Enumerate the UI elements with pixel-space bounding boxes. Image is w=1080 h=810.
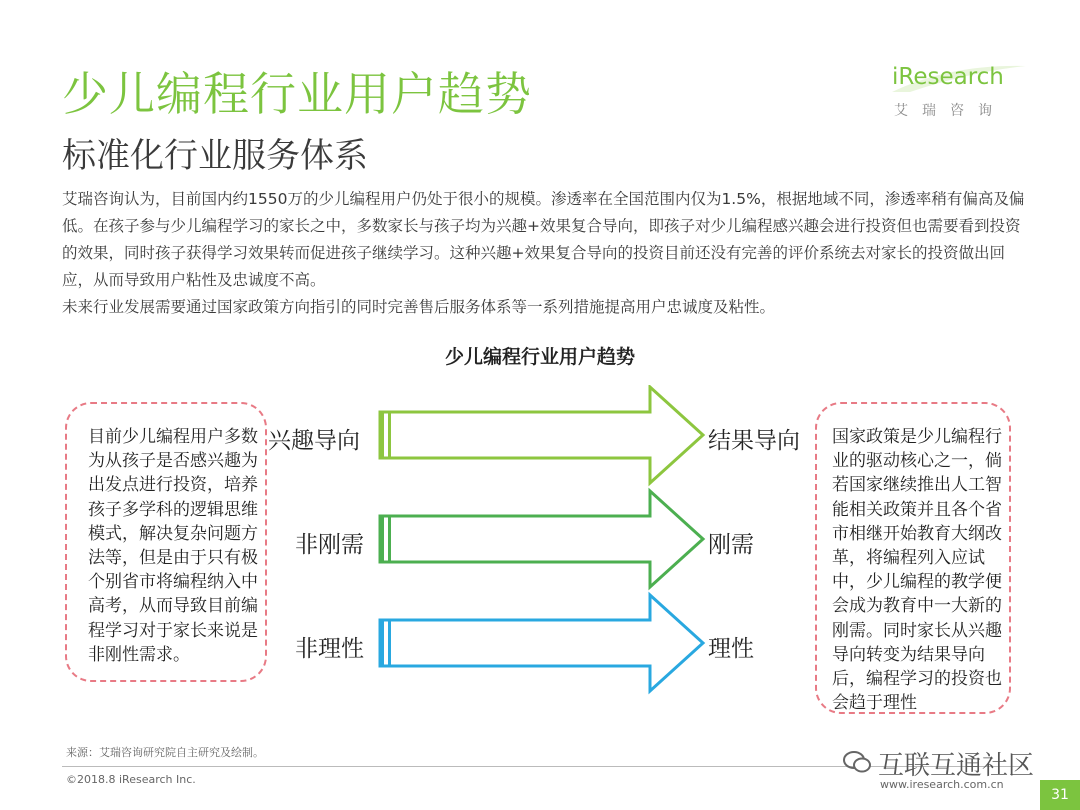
label-result-oriented: 结果导向: [708, 428, 800, 454]
arrow-interest-to-result: [380, 387, 703, 483]
label-interest-oriented: 兴趣导向: [268, 428, 360, 454]
page-subtitle: 标准化行业服务体系: [62, 136, 368, 176]
right-note-text: 国家政策是少儿编程行业的驱动核心之一，倘若国家继续推出人工智能相关政策并且各个省市相继开始教育大纲改革，将编程列入应试中，少儿编程的教学便会成为教育中一大新的刚需。同时家长从兴趣导向转变为结果导向后，编程学习的投资也会趋于理性: [832, 427, 1002, 714]
label-essential: 刚需: [708, 532, 754, 558]
logo-text: iResearch: [892, 64, 1004, 90]
logo-subtext: 艾瑞咨询: [894, 103, 1006, 119]
intro-text: [62, 186, 1030, 321]
left-note-text: 目前少儿编程用户多数为从孩子是否感兴趣为出发点进行投资，培养孩子多学科的逻辑思维模式，解决复杂问题方法等，但是由于只有极个别省市将编程纳入中高考，从而导致目前编程学习对于家长来说是非刚性需求。: [88, 427, 258, 665]
copyright-text: ©2018.8 iResearch Inc.: [66, 773, 196, 786]
label-rational: 理性: [708, 636, 754, 662]
transition-arrows: [360, 385, 730, 695]
intro-paragraph-2: 未来行业发展需要通过国家政策方向指引的同时完善售后服务体系等一系列措施提高用户忠诚度及粘性。: [62, 298, 776, 316]
intro-paragraph-1: 艾瑞咨询认为，目前国内约1550万的少儿编程用户仍处于很小的规模。渗透率在全国范围内仅为1.5%，根据地域不同，渗透率稍有偏高及偏低。在孩子参与少儿编程学习的家长之中，多数家长与孩子均为兴趣+效果复合导向，即孩子对少儿编程感兴趣会进行投资但也需要看到投资的效果，同时孩子获得学习效果转而促进孩子继续学习。这种兴趣+效果复合导向的投资目前还没有完善的评价系统去对家长的投资做出回应，从而导致用户粘性及忠诚度不高。: [62, 190, 1025, 289]
wechat-icon: [842, 749, 872, 775]
watermark-text: 互联互通社区: [878, 751, 1035, 781]
label-nonessential: 非刚需: [295, 532, 364, 558]
website-url: www.iresearch.com.cn: [880, 778, 1004, 791]
arrow-nonessential-to-essential: [380, 491, 703, 587]
page-title: 少儿编程行业用户趋势: [62, 67, 532, 121]
source-note: 来源：艾瑞咨询研究院自主研究及绘制。: [66, 746, 264, 759]
page-number: 31: [1040, 780, 1080, 810]
arrow-irrational-to-rational: [380, 595, 703, 691]
diagram-title: 少儿编程行业用户趋势: [444, 346, 635, 368]
label-irrational: 非理性: [295, 636, 364, 662]
iresearch-logo: [890, 60, 1030, 120]
